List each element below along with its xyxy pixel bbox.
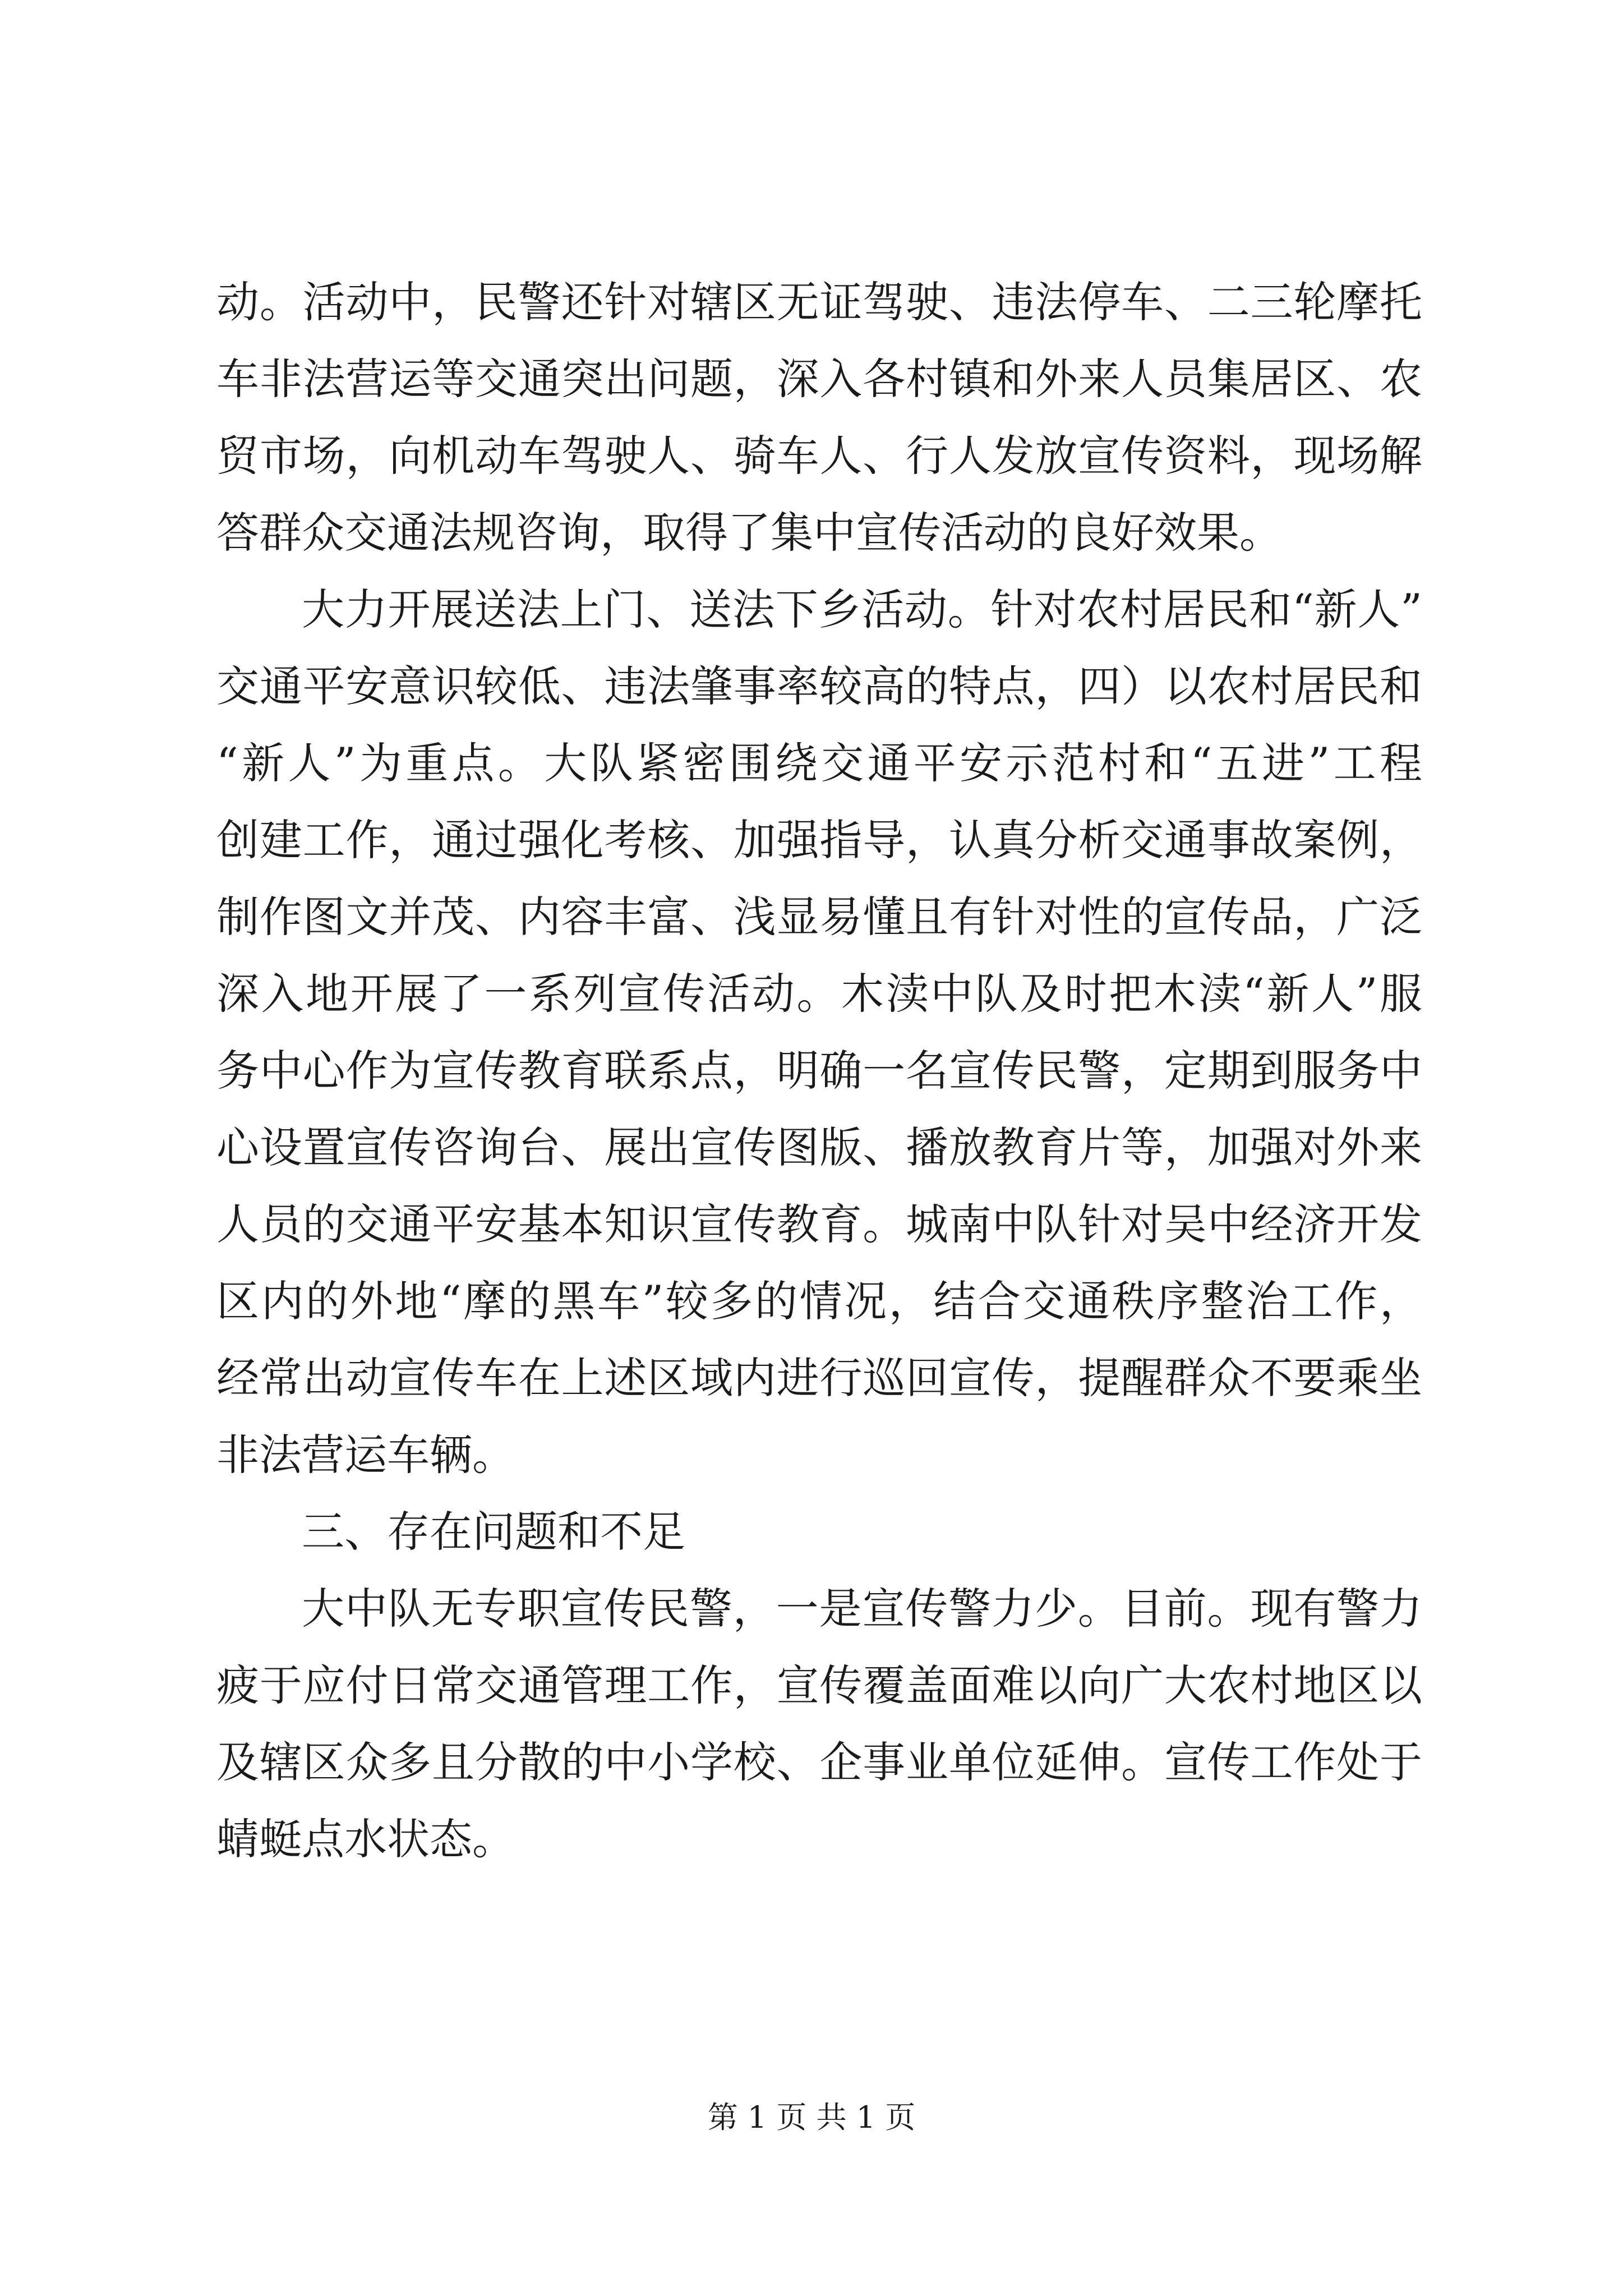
text-line: 非法营运车辆。 [216,1430,515,1480]
text-line: 贸市场，向机动车驾驶人、骑车人、行人发放宣传资料，现场解 [216,431,1422,481]
section-heading: 三、存在问题和不足 [302,1507,685,1557]
text-line: 大中队无专职宣传民警，一是宣传警力少。目前。现有警力 [302,1584,1422,1634]
text-line: 人员的交通平安基本知识宣传教育。城南中队针对吴中经济开发 [216,1199,1422,1249]
text-line: 疲于应付日常交通管理工作，宣传覆盖面难以向广大农村地区以 [216,1660,1422,1710]
text-line: 区内的外地“摩的黑车”较多的情况，结合交通秩序整治工作， [216,1276,1422,1326]
text-line: 动。活动中，民警还针对辖区无证驾驶、违法停车、二三轮摩托 [216,277,1422,327]
text-line: 务中心作为宣传教育联系点，明确一名宣传民警，定期到服务中 [216,1046,1422,1096]
text-line: 心设置宣传咨询台、展出宣传图版、播放教育片等，加强对外来 [216,1122,1422,1172]
text-line: 答群众交通法规咨询，取得了集中宣传活动的良好效果。 [216,508,1282,558]
text-line: 大力开展送法上门、送法下乡活动。针对农村居民和“新人” [302,585,1422,634]
text-line: 深入地开展了一系列宣传活动。木渎中队及时把木渎“新人”服 [216,969,1422,1019]
document-body [216,264,1422,1878]
text-line: 经常出动宣传车在上述区域内进行巡回宣传，提醒群众不要乘坐 [216,1353,1422,1403]
text-line: 交通平安意识较低、违法肇事率较高的特点，四）以农村居民和 [216,661,1422,711]
text-line: 制作图文并茂、内容丰富、浅显易懂且有针对性的宣传品，广泛 [216,892,1422,942]
text-line: 创建工作，通过强化考核、加强指导，认真分析交通事故案例， [216,815,1422,865]
page-number-footer: 第 1 页 共 1 页 [707,2100,916,2135]
text-line: “新人”为重点。大队紧密围绕交通平安示范村和“五进”工程 [216,738,1422,788]
text-line: 及辖区众多且分散的中小学校、企事业单位延伸。宣传工作处于 [216,1737,1422,1787]
text-line: 车非法营运等交通突出问题，深入各村镇和外来人员集居区、农 [216,354,1422,404]
text-line: 蜻蜓点水状态。 [216,1814,515,1864]
